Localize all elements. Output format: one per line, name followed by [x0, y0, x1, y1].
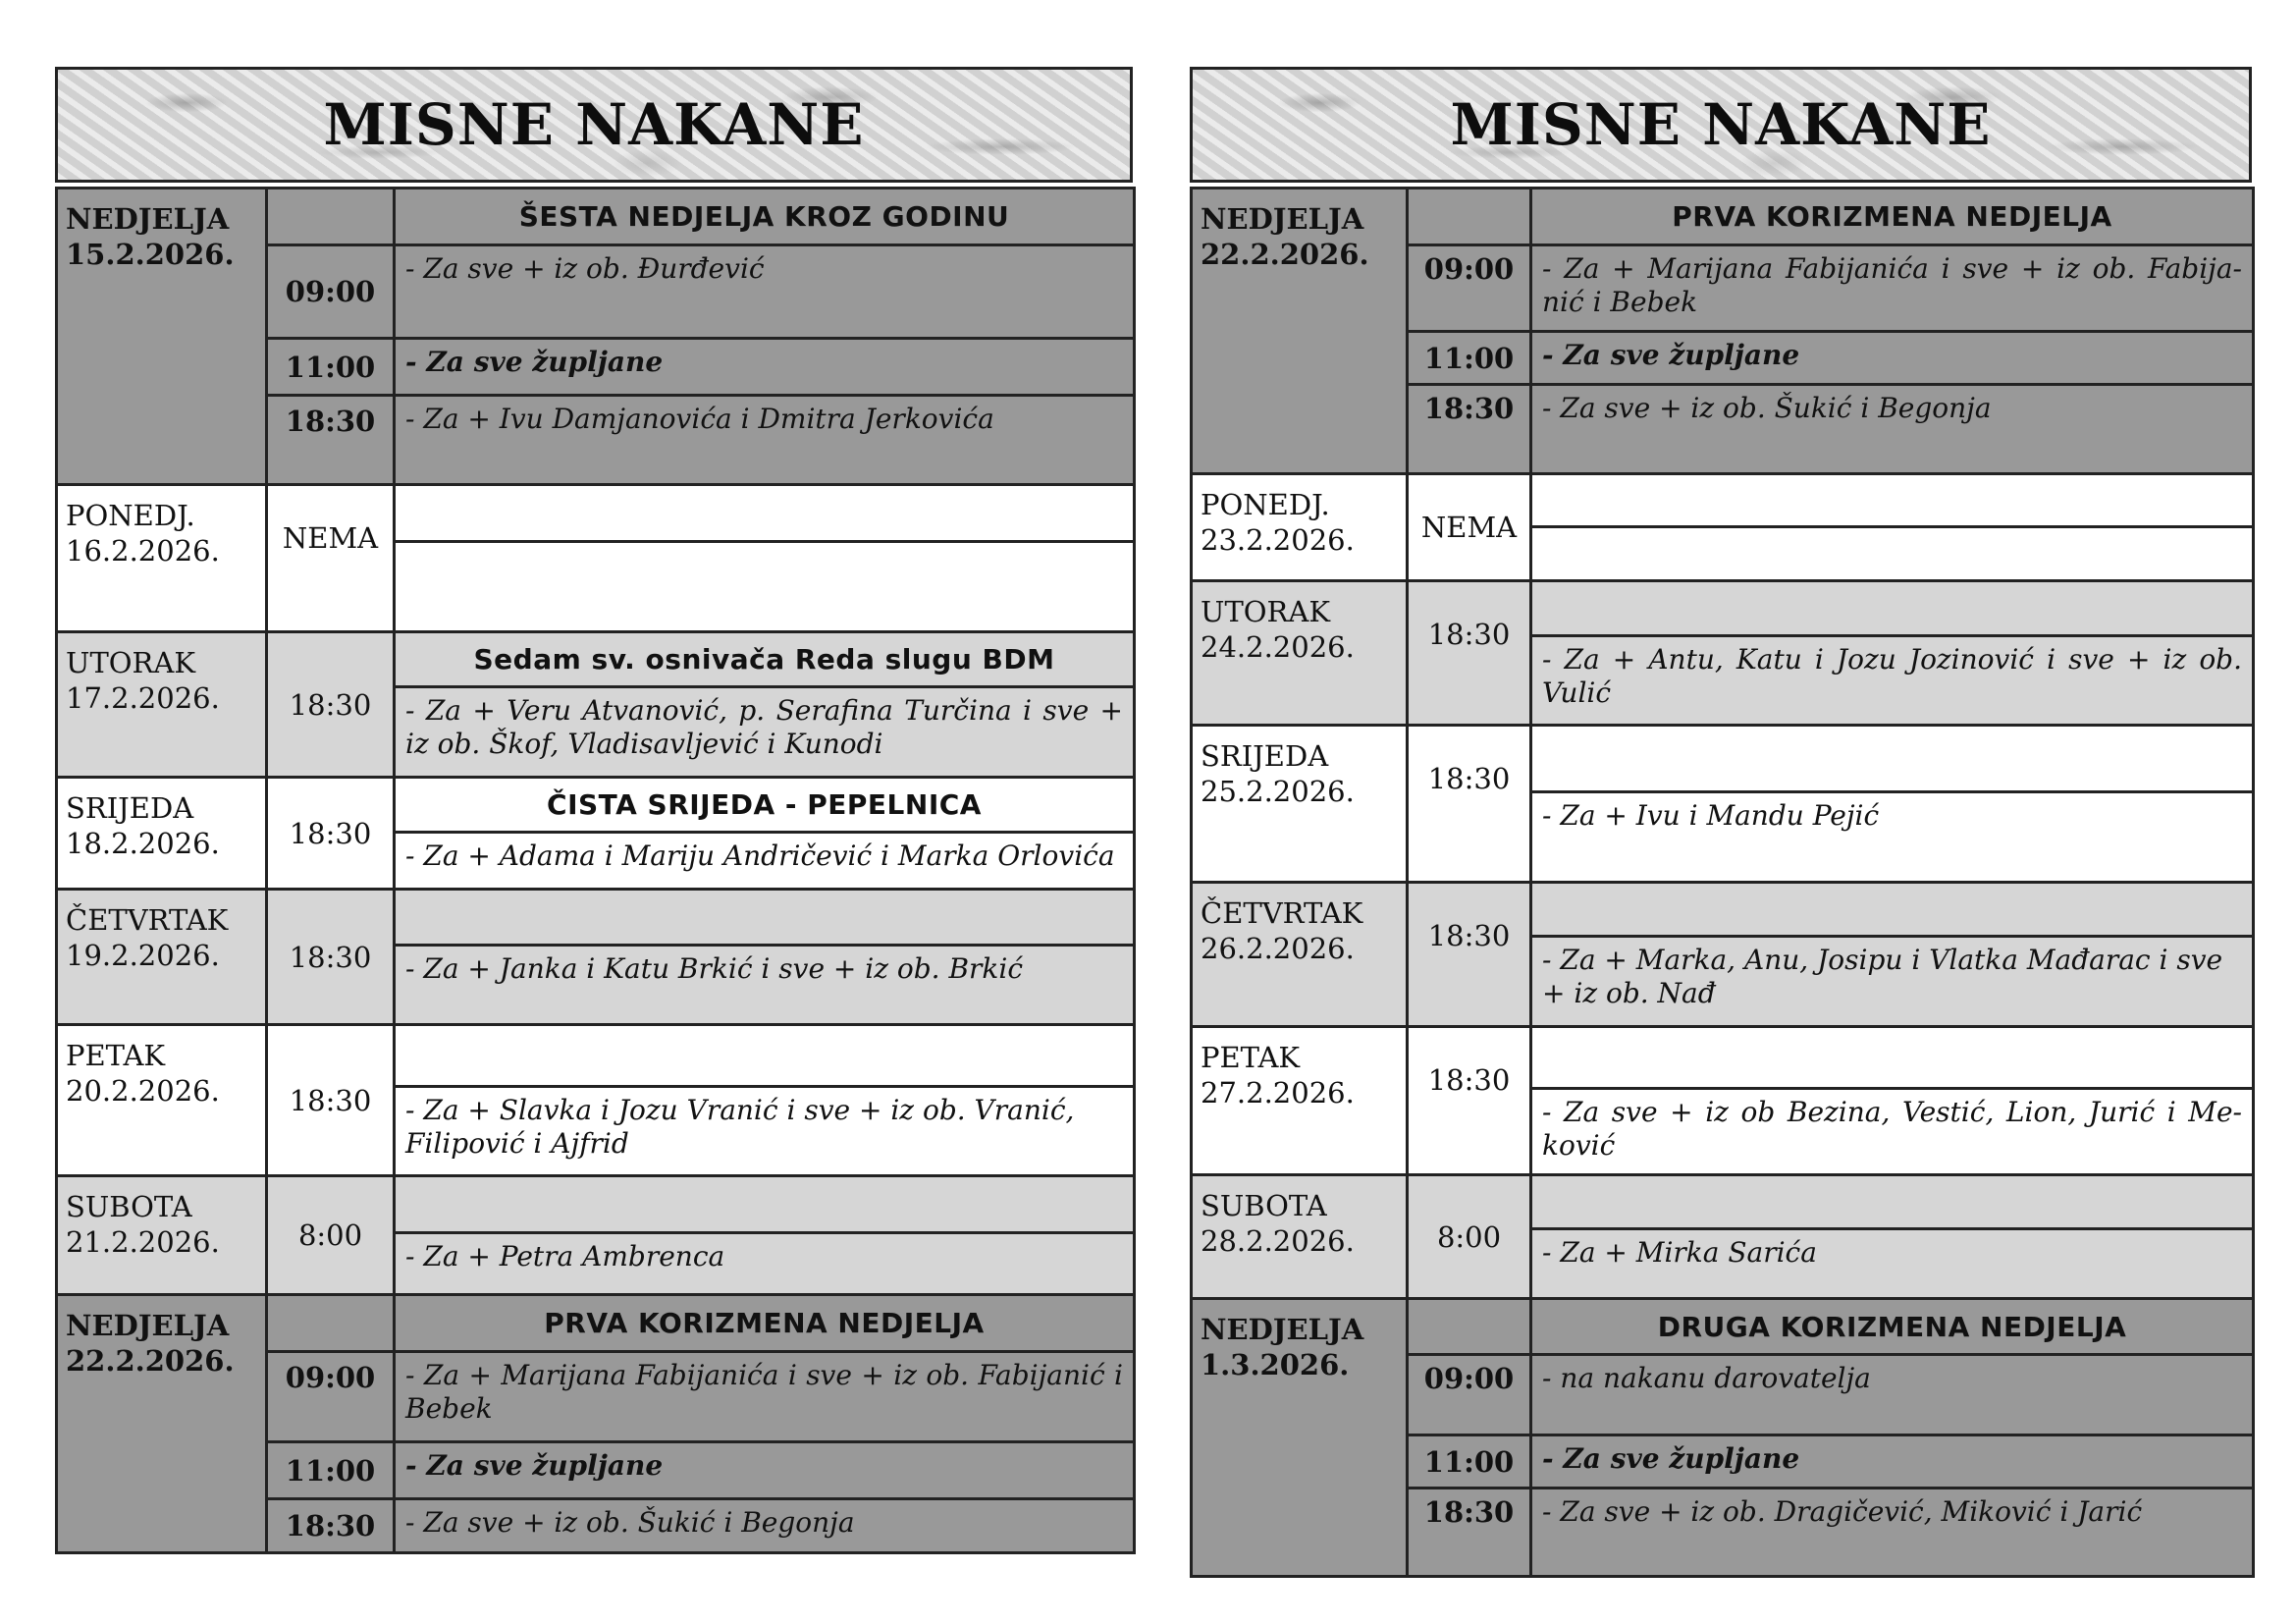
- mass-intention: - Za + Antu, Katu i Jozu Jozinović i sve + iz ob. Vulić: [1531, 636, 2254, 726]
- mass-intention: - Za + Petra Ambrenca: [395, 1233, 1135, 1295]
- day-date: 27.2.2026.: [1201, 1076, 1355, 1110]
- mass-intention: - Za sve + iz ob. Šukić i Begonja: [1531, 385, 2254, 474]
- mass-time: 8:00: [1408, 1175, 1531, 1299]
- mass-time: 18:30: [267, 632, 395, 778]
- mass-intention: - Za sve + iz ob. Dragičević, Miković i Jarić: [1531, 1489, 2254, 1577]
- day-name: NEDJELJA: [66, 202, 230, 236]
- day-date: 26.2.2026.: [1201, 932, 1355, 965]
- day-date: 20.2.2026.: [66, 1074, 220, 1108]
- day-date: 18.2.2026.: [66, 827, 220, 860]
- day-date: 17.2.2026.: [66, 681, 220, 715]
- right-page: [1190, 67, 2252, 1578]
- mass-time: 18:30: [1408, 726, 1531, 883]
- day-name: SUBOTA: [1201, 1189, 1327, 1222]
- liturgical-heading: PRVA KORIZMENA NEDJELJA: [1531, 189, 2254, 245]
- day-date: 21.2.2026.: [66, 1225, 220, 1259]
- day-date: 24.2.2026.: [1201, 630, 1355, 664]
- day-date: 1.3.2026.: [1201, 1348, 1350, 1381]
- table-row: [1192, 189, 2254, 245]
- day-cell: [1192, 189, 1408, 474]
- mass-time: 11:00: [267, 1442, 395, 1499]
- table-row: [57, 189, 1135, 245]
- page-title: MISNE NAKANE: [323, 91, 865, 158]
- mass-time: 18:30: [1408, 1489, 1531, 1577]
- mass-intention: - Za + Ivu i Mandu Pejić: [1531, 792, 2254, 883]
- day-name: UTORAK: [66, 646, 196, 679]
- day-date: 16.2.2026.: [66, 534, 220, 568]
- mass-time: 18:30: [267, 890, 395, 1025]
- day-name: ČETVRTAK: [66, 903, 229, 937]
- mass-intention: - Za + Marka, Anu, Josipu i Vlatka Mađarac i sve + iz ob. Nađ: [1531, 937, 2254, 1027]
- table-row: [1192, 474, 2254, 527]
- mass-intention: - Za sve župljane: [1531, 1435, 2254, 1489]
- mass-time: 09:00: [1408, 245, 1531, 332]
- day-cell: [57, 1176, 267, 1295]
- day-date: 15.2.2026.: [66, 238, 235, 271]
- day-date: 28.2.2026.: [1201, 1224, 1355, 1258]
- day-name: PETAK: [1201, 1041, 1301, 1074]
- mass-time: 11:00: [1408, 1435, 1531, 1489]
- mass-time: 18:30: [267, 778, 395, 890]
- mass-intention: - Za sve župljane: [395, 339, 1135, 396]
- day-name: UTORAK: [1201, 595, 1331, 628]
- mass-time: 8:00: [267, 1176, 395, 1295]
- mass-intention: - Za sve + iz ob. Šukić i Begonja: [395, 1499, 1135, 1553]
- day-date: 22.2.2026.: [66, 1344, 235, 1378]
- mass-intention: - Za sve župljane: [1531, 332, 2254, 385]
- day-cell: [57, 1025, 267, 1176]
- liturgical-heading: Sedam sv. osnivača Reda slugu BDM: [395, 632, 1135, 687]
- day-name: SRIJEDA: [1201, 739, 1329, 773]
- mass-time: 09:00: [267, 1352, 395, 1442]
- table-row: [57, 1295, 1135, 1352]
- day-cell: [1192, 1175, 1408, 1299]
- mass-time: 18:30: [267, 1499, 395, 1553]
- day-cell: [1192, 474, 1408, 581]
- mass-time: 11:00: [267, 339, 395, 396]
- mass-intention: - na nakanu darovatelja: [1531, 1355, 2254, 1435]
- day-name: ČETVRTAK: [1201, 896, 1363, 930]
- table-row: [57, 778, 1135, 833]
- day-name: NEDJELJA: [66, 1309, 230, 1342]
- mass-time: 18:30: [1408, 385, 1531, 474]
- mass-time: NEMA: [1408, 474, 1531, 581]
- day-cell: [57, 890, 267, 1025]
- day-cell: [1192, 581, 1408, 726]
- day-date: 22.2.2026.: [1201, 238, 1369, 271]
- mass-time: 11:00: [1408, 332, 1531, 385]
- table-row: [57, 1176, 1135, 1233]
- left-banner: [55, 67, 1133, 183]
- mass-time: 09:00: [1408, 1355, 1531, 1435]
- left-page: [55, 67, 1133, 1554]
- table-row: [1192, 1027, 2254, 1089]
- liturgical-heading: ČISTA SRIJEDA - PEPELNICA: [395, 778, 1135, 833]
- mass-intention: - Za + Slavka i Jozu Vranić i sve + iz ob. Vranić, Filipović i Ajfrid: [395, 1087, 1135, 1176]
- mass-time: 18:30: [267, 396, 395, 485]
- page-title: MISNE NAKANE: [1450, 91, 1992, 158]
- left-schedule-table: [55, 187, 1136, 1554]
- mass-time: 18:30: [1408, 581, 1531, 726]
- day-cell: [57, 778, 267, 890]
- mass-intention: - Za sve + iz ob. Đurđević: [395, 245, 1135, 339]
- day-date: 23.2.2026.: [1201, 523, 1355, 557]
- day-name: PONEDJ.: [1201, 488, 1330, 521]
- mass-intention: - Za + Ivu Damjanovića i Dmitra Jerkovića: [395, 396, 1135, 485]
- mass-time: 18:30: [1408, 883, 1531, 1027]
- day-cell: [1192, 1299, 1408, 1577]
- right-banner: [1190, 67, 2252, 183]
- day-cell: [57, 1295, 267, 1553]
- table-row: [57, 485, 1135, 542]
- day-cell: [57, 189, 267, 485]
- day-name: PONEDJ.: [66, 499, 195, 532]
- table-row: [57, 890, 1135, 946]
- day-name: SUBOTA: [66, 1190, 192, 1223]
- table-row: [57, 1025, 1135, 1087]
- mass-intention: - Za + Marijana Fabijanića i sve + iz ob. Fabija-nić i Bebek: [1531, 245, 2254, 332]
- table-row: [57, 632, 1135, 687]
- mass-time: 09:00: [267, 245, 395, 339]
- mass-intention: - Za + Mirka Sarića: [1531, 1229, 2254, 1299]
- liturgical-heading: ŠESTA NEDJELJA KROZ GODINU: [395, 189, 1135, 245]
- day-name: NEDJELJA: [1201, 1313, 1364, 1346]
- mass-time: NEMA: [267, 485, 395, 632]
- table-row: [1192, 726, 2254, 792]
- day-cell: [57, 485, 267, 632]
- day-cell: [57, 632, 267, 778]
- day-cell: [1192, 726, 1408, 883]
- mass-intention: - Za + Adama i Mariju Andričević i Marka Orlovića: [395, 833, 1135, 890]
- mass-intention: - Za sve + iz ob Bezina, Vestić, Lion, Jurić i Me-ković: [1531, 1089, 2254, 1175]
- mass-intention: - Za + Janka i Katu Brkić i sve + iz ob. Brkić: [395, 946, 1135, 1025]
- mass-time: 18:30: [1408, 1027, 1531, 1175]
- day-cell: [1192, 883, 1408, 1027]
- table-row: [1192, 581, 2254, 636]
- table-row: [1192, 1299, 2254, 1355]
- day-name: NEDJELJA: [1201, 202, 1364, 236]
- mass-time: 18:30: [267, 1025, 395, 1176]
- right-schedule-table: [1190, 187, 2255, 1578]
- mass-intention: - Za + Veru Atvanović, p. Serafina Turčina i sve + iz ob. Škof, Vladisavljević i Kunodi: [395, 687, 1135, 778]
- day-date: 25.2.2026.: [1201, 775, 1355, 808]
- day-name: SRIJEDA: [66, 791, 194, 825]
- table-row: [1192, 883, 2254, 937]
- day-date: 19.2.2026.: [66, 939, 220, 972]
- mass-intention: - Za + Marijana Fabijanića i sve + iz ob. Fabijanić i Bebek: [395, 1352, 1135, 1442]
- liturgical-heading: DRUGA KORIZMENA NEDJELJA: [1531, 1299, 2254, 1355]
- liturgical-heading: PRVA KORIZMENA NEDJELJA: [395, 1295, 1135, 1352]
- mass-intention: - Za sve župljane: [395, 1442, 1135, 1499]
- day-name: PETAK: [66, 1039, 166, 1072]
- day-cell: [1192, 1027, 1408, 1175]
- table-row: [1192, 1175, 2254, 1229]
